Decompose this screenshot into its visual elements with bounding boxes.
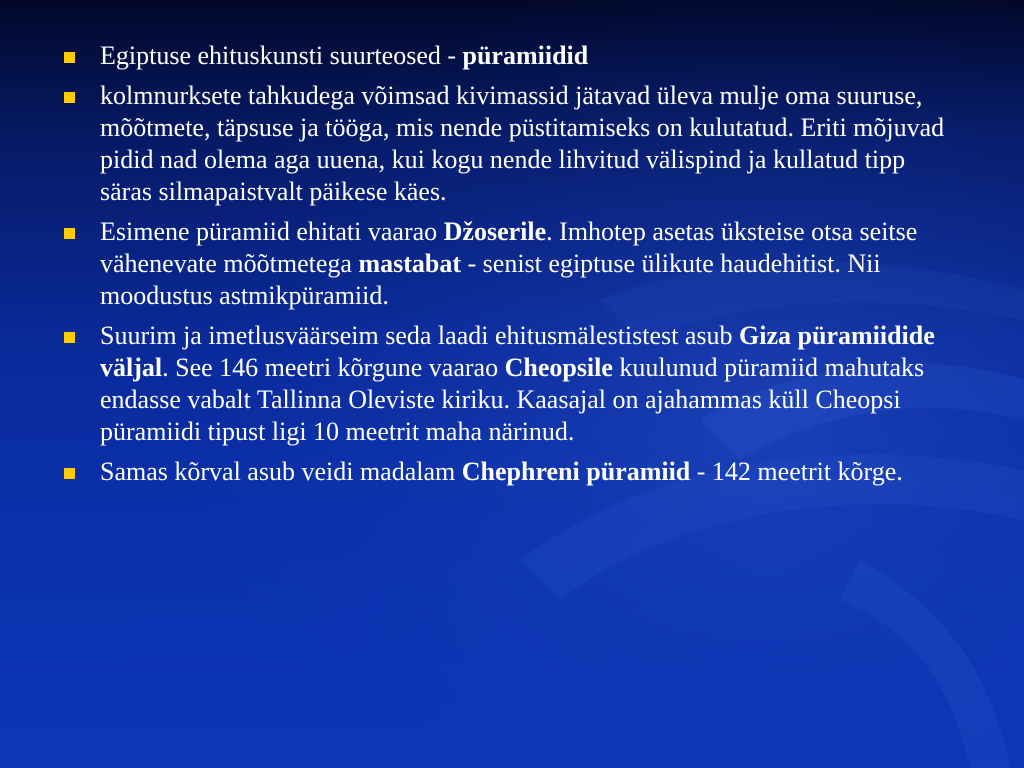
square-bullet-icon (64, 332, 75, 343)
bullet-item-3 (56, 216, 956, 312)
bullet-item-4 (56, 320, 956, 448)
bullet-1-text: Egiptuse ehituskunsti suurteosed - püramiidid (100, 41, 589, 70)
bullet-item-2 (56, 80, 956, 208)
bullet-5-text: Samas kõrval asub veidi madalam Chephreni püramiid - 142 meetrit kõrge. (100, 457, 903, 486)
square-bullet-icon (64, 468, 75, 479)
bullet-4-text: Suurim ja imetlusväärseim seda laadi ehitusmälestistest asub Giza püramiidide väljal. See 146 meetri kõrgune vaarao Cheopsile kuulunud püramiid mahutaks endasse vabalt Tallinna Oleviste kiriku. Kaasajal on ajahammas küll Cheopsi püramiidi tipust ligi 10 meetrit maha närinud. (100, 321, 935, 446)
bullet-3-bold-term-2: mastabat (358, 249, 462, 278)
bullet-item-1 (56, 40, 956, 72)
bullet-item-5 (56, 456, 956, 488)
bullet-3-text: Esimene püramiid ehitati vaarao Džoserile. Imhotep asetas üksteise otsa seitse vähenevate mõõtmetega mastabat - senist egiptuse ülikute haudehitist. Nii moodustus astmikpüramiid. (100, 217, 918, 310)
square-bullet-icon (64, 228, 75, 239)
bullet-4-bold-term-1: Giza püramiidide väljal (100, 321, 935, 382)
bullet-4-bold-term-2: Cheopsile (504, 353, 613, 382)
square-bullet-icon (64, 92, 75, 103)
bullet-1-bold-term: püramiidid (462, 41, 589, 70)
bullet-5-bold-term: Chephreni püramiid (461, 457, 691, 486)
bullet-2-text: kolmnurksete tahkudega võimsad kivimassid jätavad üleva mulje oma suuruse, mõõtmete, täpsuse ja tööga, mis nende püstitamiseks on kulutatud. Eriti mõjuvad pidid nad olema aga uuena, kui kogu nende lihvitud välispind ja kullatud tipp säras silmapaistvalt päikese käes. (100, 81, 945, 206)
bullet-list (56, 40, 956, 496)
square-bullet-icon (64, 52, 75, 63)
bullet-3-bold-term-1: Džoserile (443, 217, 547, 246)
